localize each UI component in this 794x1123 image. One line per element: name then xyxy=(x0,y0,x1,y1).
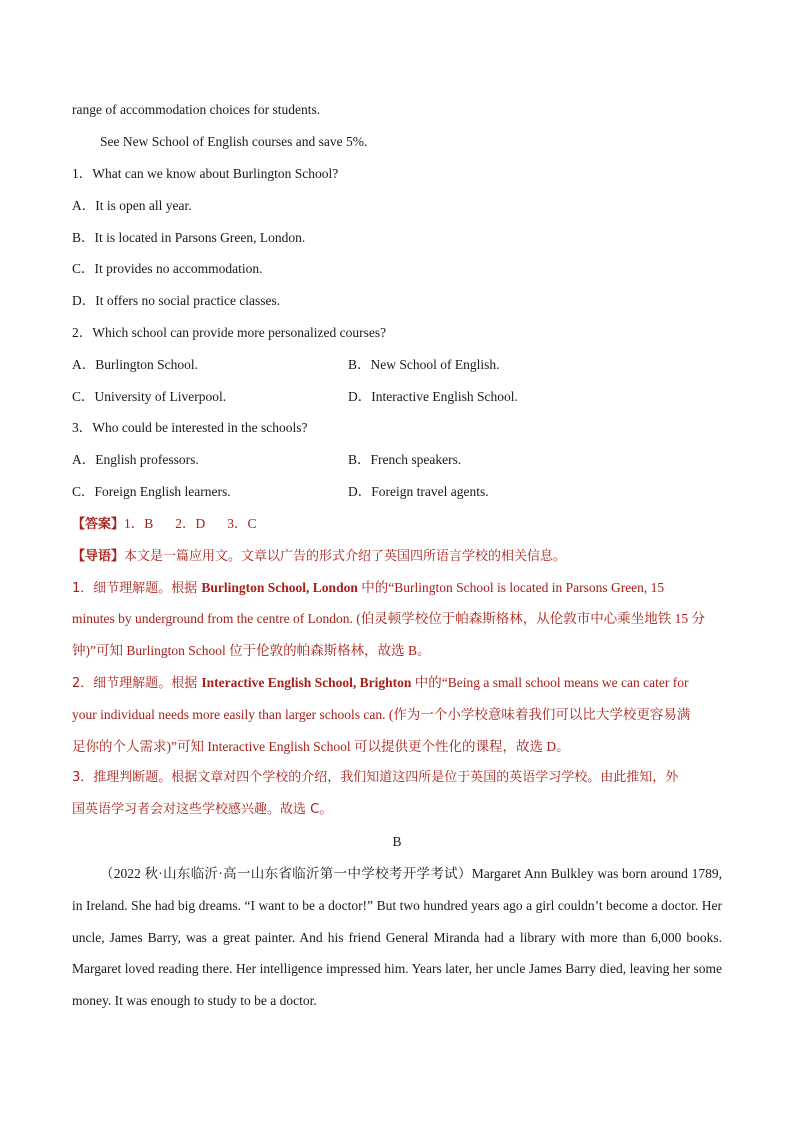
answer-line xyxy=(72,514,722,535)
explanation-1-quote: 中的“Burlington School is located in Parsons Green, 15 xyxy=(357,580,665,595)
question-2-option-c: C．University of Liverpool. xyxy=(72,389,227,404)
guide-label: 【导语】 xyxy=(72,549,125,564)
question-2-stem: 2．Which school can provide more personalized courses? xyxy=(72,325,387,340)
intro-line-2: See New School of English courses and save 5%. xyxy=(100,134,368,149)
question-2-option-a: A．Burlington School. xyxy=(72,357,199,372)
answer-1: 1．B xyxy=(124,516,154,531)
question-3-stem: 3．Who could be interested in the schools? xyxy=(72,420,308,435)
explanation-1-prefix: 1．细节理解题。根据 xyxy=(72,581,202,596)
explanation-1-line-3: 钟)”可知 Burlington School 位于伦敦的帕森斯格林，故选 B。 xyxy=(72,643,431,658)
explanation-3-line-2: 国英语学习者会对这些学校感兴趣。故选 C。 xyxy=(72,802,333,817)
explanation-1-source: Burlington School, London xyxy=(201,580,358,595)
question-2-option-b: B．New School of English. xyxy=(348,357,500,372)
explanation-2-line-1 xyxy=(72,673,722,694)
question-1-option-b: B．It is located in Parsons Green, London. xyxy=(72,230,306,245)
explanation-2-line-2: your individual needs more easily than larger schools can. (作为一个小学校意味着我们可以比大学校更容易满 xyxy=(72,707,691,722)
answer-3: 3．C xyxy=(227,516,257,531)
explanation-2-source: Interactive English School, Brighton xyxy=(201,675,412,690)
explanation-1-line-1 xyxy=(72,578,722,599)
question-1-option-d: D．It offers no social practice classes. xyxy=(72,293,281,308)
question-2-option-d: D．Interactive English School. xyxy=(348,389,518,404)
guide-text: 本文是一篇应用文。文章以广告的形式介绍了英国四所语言学校的相关信息。 xyxy=(124,549,567,564)
question-3-option-c: C．Foreign English learners. xyxy=(72,484,231,499)
explanation-1-line-2: minutes by underground from the centre of London. (伯灵顿学校位于帕森斯格林，从伦敦市中心乘坐地铁 15 分 xyxy=(72,611,706,626)
section-b-heading: B xyxy=(392,834,402,849)
explanation-3-line-1: 3．推理判断题。根据文章对四个学校的介绍，我们知道这四所是位于英国的英语学习学校。由此推知，外 xyxy=(72,770,679,785)
intro-line-1: range of accommodation choices for students. xyxy=(72,102,321,117)
question-1-option-c: C．It provides no accommodation. xyxy=(72,261,263,276)
question-3-option-b: B．French speakers. xyxy=(348,452,462,467)
answer-label: 【答案】 xyxy=(72,517,125,532)
explanation-2-line-3: 足你的个人需求)”可知 Interactive English School 可以提供更个性化的课程，故选 D。 xyxy=(72,739,570,754)
explanation-2-prefix: 2．细节理解题。根据 xyxy=(72,676,202,691)
answer-2: 2．D xyxy=(175,516,206,531)
question-1-stem: 1．What can we know about Burlington School? xyxy=(72,166,339,181)
guide-line xyxy=(72,546,722,567)
question-1-option-a: A．It is open all year. xyxy=(72,198,192,213)
question-3-option-d: D．Foreign travel agents. xyxy=(348,484,489,499)
section-b-passage: （2022 秋·山东临沂·高一山东省临沂第一中学校考开学考试）Margaret Ann Bulkley was born around 1789, in Ireland. She had big dreams. “I want to be a doctor!” But two hundred years ago a girl couldn’t become a doctor. Her uncle, James Barry, was a great painter. And his friend General Miranda had a library with more than 6,000 books. Margaret loved reading there. Her intelligence impressed him. Years later, her uncle James Barry died, leaving her some money. It was enough to study to be a doctor. xyxy=(72,866,722,1009)
explanation-2-quote: 中的“Being a small school means we can cater for xyxy=(411,675,689,690)
question-3-option-a: A．English professors. xyxy=(72,452,199,467)
